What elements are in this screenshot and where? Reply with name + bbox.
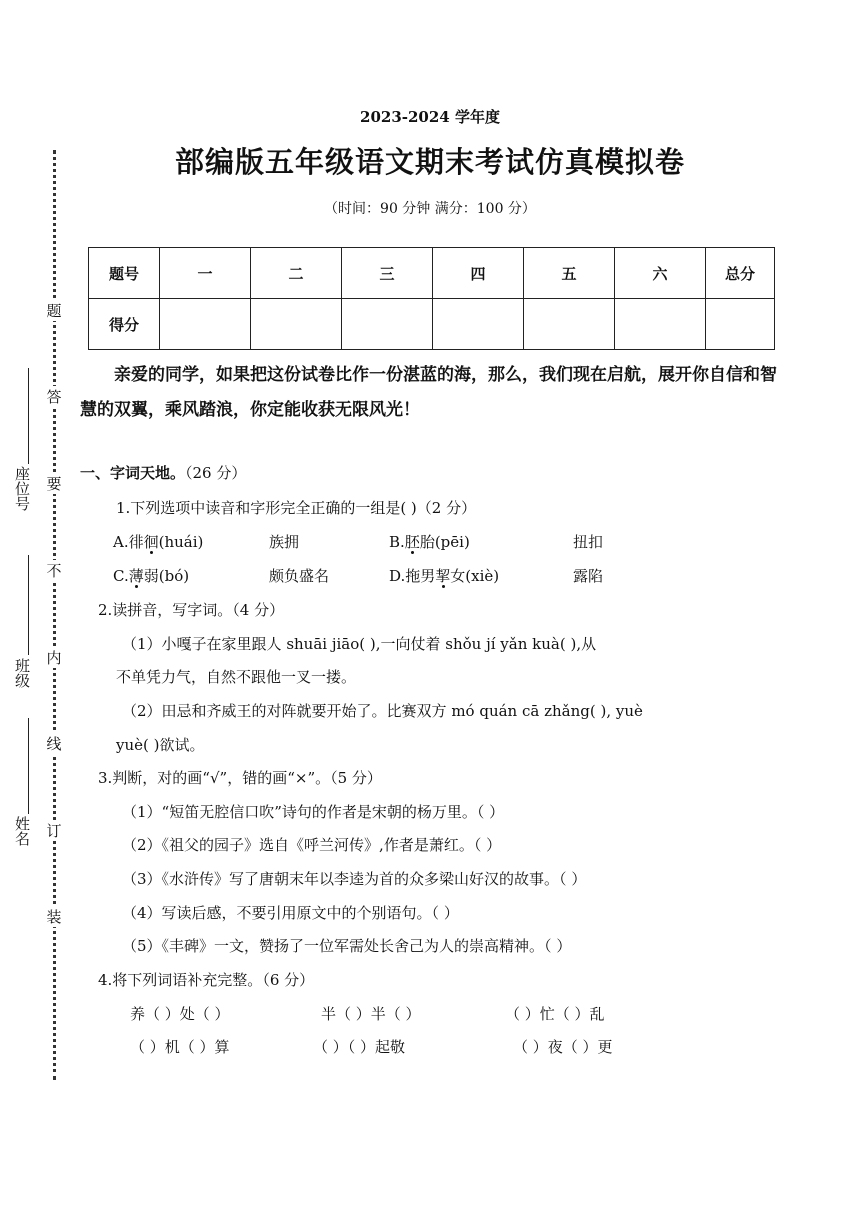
table-head-cell: 五 xyxy=(524,248,615,299)
seal-char-5: 内 xyxy=(46,649,62,667)
q3-item-5: （5）《丰碑》一文，赞扬了一位军需处长舍己为人的崇高精神。（ ） xyxy=(122,937,572,955)
school-year: 2023-2024 学年度 xyxy=(360,108,500,126)
section-1-score: （26 分） xyxy=(185,464,247,482)
exam-info: （时间：90 分钟 满分：100 分） xyxy=(324,201,536,217)
q2-line-4: yuè( )欲试。 xyxy=(116,736,205,754)
seal-char-8: 装 xyxy=(46,908,62,926)
binding-dotted-line xyxy=(53,150,56,1080)
q4-phrase: 半（ ）半（ ） xyxy=(321,1005,421,1023)
q4-phrase: 养（ ）处（ ） xyxy=(130,1005,230,1023)
score-table xyxy=(88,247,775,350)
q4-phrase: （ ）忙（ ）乱 xyxy=(505,1005,605,1023)
name-underline xyxy=(28,718,29,814)
table-head-cell: 总分 xyxy=(706,248,775,299)
seal-char-1: 题 xyxy=(46,302,62,320)
q4-phrase: （ ）（ ）起敬 xyxy=(313,1038,406,1056)
q2-stem: 2.读拼音，写字词。（4 分） xyxy=(98,601,285,619)
q4-phrase: （ ）夜（ ）更 xyxy=(513,1038,613,1056)
score-table-head-row xyxy=(89,248,775,299)
class-underline xyxy=(28,555,29,655)
table-head-cell: 六 xyxy=(615,248,706,299)
seal-char-6: 线 xyxy=(46,735,62,753)
seat-underline xyxy=(28,368,29,464)
q1-option-c-word: C.薄弱(bó) xyxy=(113,567,190,585)
exam-title: 部编版五年级语文期末考试仿真模拟卷 xyxy=(174,145,685,179)
score-table-score-row xyxy=(89,299,775,350)
name-label: 姓名 xyxy=(13,816,31,846)
section-1-title: 一、字词天地。 xyxy=(80,464,186,482)
q1-option-c-text: 颇负盛名 xyxy=(269,567,330,585)
q1-option-b-word: B.胚胎(pēi) xyxy=(389,533,470,551)
table-head-cell: 题号 xyxy=(89,248,160,299)
q3-stem: 3.判断，对的画“√”，错的画“×”。（5 分） xyxy=(98,769,382,787)
score-row-label: 得分 xyxy=(89,299,160,350)
q1-option-a-text: 族拥 xyxy=(269,533,300,551)
q1-option-b-text: 扭扣 xyxy=(573,533,604,551)
table-head-cell: 三 xyxy=(342,248,433,299)
q3-item-3: （3）《水浒传》写了唐朝末年以李逵为首的众多梁山好汉的故事。（ ） xyxy=(122,870,587,888)
seal-char-2: 答 xyxy=(46,388,62,406)
q3-item-2: （2）《祖父的园子》选自《呼兰河传》,作者是萧红。（ ） xyxy=(122,836,502,854)
score-cell[interactable] xyxy=(433,299,524,350)
table-head-cell: 四 xyxy=(433,248,524,299)
score-cell[interactable] xyxy=(342,299,433,350)
seal-char-7: 订 xyxy=(46,822,62,840)
intro-paragraph: 亲爱的同学，如果把这份试卷比作一份湛蓝的海，那么，我们现在启航，展开你自信和智慧的双翼，乘风踏浪，你定能收获无限风光！ xyxy=(80,365,777,420)
score-cell[interactable] xyxy=(706,299,775,350)
seal-char-4: 不 xyxy=(46,562,62,580)
table-head-cell: 一 xyxy=(160,248,251,299)
q4-phrase: （ ）机（ ）算 xyxy=(130,1038,230,1056)
q2-line-2: 不单凭力气，自然不跟他一叉一搂。 xyxy=(116,668,357,686)
q3-item-4: （4）写读后感，不要引用原文中的个别语句。（ ） xyxy=(122,904,459,922)
q4-stem: 4.将下列词语补充完整。（6 分） xyxy=(98,971,315,989)
score-cell[interactable] xyxy=(160,299,251,350)
q1-option-a-word: A.徘徊(huái) xyxy=(113,533,204,551)
seal-char-3: 要 xyxy=(46,475,62,493)
q3-item-1: （1）“短笛无腔信口吹”诗句的作者是宋朝的杨万里。（ ） xyxy=(122,803,505,821)
table-head-cell: 二 xyxy=(251,248,342,299)
q1-option-d-word: D.拖男挈女(xiè) xyxy=(389,567,500,585)
class-label: 班级 xyxy=(13,658,31,688)
score-cell[interactable] xyxy=(524,299,615,350)
q1-stem: 1.下列选项中读音和字形完全正确的一组是( )（2 分） xyxy=(116,499,477,517)
q2-line-1: （1）小嘎子在家里跟人 shuāi jiāo( ),一向仗着 shǒu jí yǎn kuà( ),从 xyxy=(122,635,597,653)
score-cell[interactable] xyxy=(251,299,342,350)
seat-label: 座位号 xyxy=(13,466,31,511)
q2-line-3: （2）田忌和齐威王的对阵就要开始了。比赛双方 mó quán cā zhǎng( ), yuè xyxy=(122,702,643,720)
section-1-heading xyxy=(80,462,246,483)
score-cell[interactable] xyxy=(615,299,706,350)
q1-option-d-text: 露陷 xyxy=(573,567,604,585)
